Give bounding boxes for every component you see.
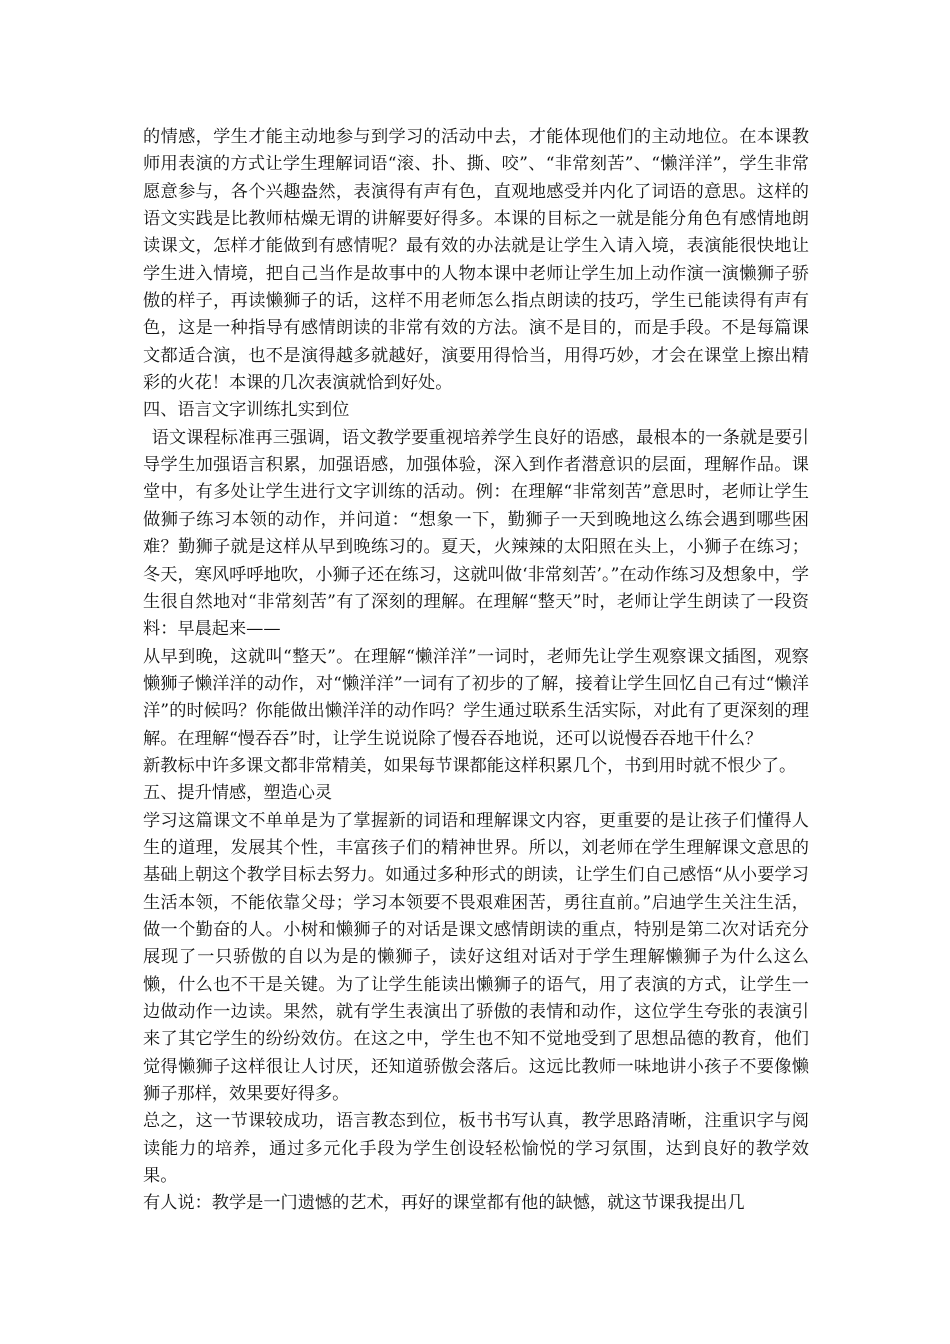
paragraph-emotion-education: 学习这篇课文不单单是为了掌握新的词语和理解课文内容，更重要的是让孩子们懂得人生的道理，发展其个性，丰富孩子们的精神世界。所以，刘老师在学生理解课文意思的基础上朝这个教学目标去努力。如通过多种形式的朗读，让学生们自己感悟“从小要学习生活本领，不能依靠父母；学习本领要不畏艰难困苦，勇往直前。”启迪学生关注生活，做一个勤奋的人。小树和懒狮子的对话是课文感情朗读的重点，特别是第二次对话充分展现了一只骄傲的自以为是的懒狮子，读好这组对话对于学生理解懒狮子为什么这么懒，什么也不干是关键。为了让学生能读出懒狮子的语气，用了表演的方式，让学生一边做动作一边读。果然，就有学生表演出了骄傲的表情和动作，这位学生夸张的表演引来了其它学生的纷纷效仿。在这之中，学生也不知不觉地受到了思想品德的教育，他们觉得懒狮子这样很让人讨厌，还知道骄傲会落后。这远比教师一味地讲小孩子不要像懒狮子那样，效果要好得多。 [143,810,809,1105]
paragraph-reflection: 有人说：教学是一门遗憾的艺术，再好的课堂都有他的缺憾，就这节课我提出几 [143,1193,745,1214]
section-heading-language-training: 四、语言文字训练扎实到位 [143,400,350,421]
paragraph-language-training: 语文课程标准再三强调，语文教学要重视培养学生良好的语感，最根本的一条就是要引导学生加强语言积累，加强语感，加强体验，深入到作者潜意识的层面，理解作品。课堂中，有多处让学生进行文字训练的活动。例：在理解“非常刻苦”意思时，老师让学生做狮子练习本领的动作，并问道：“想象一下，勤狮子一天到晚地这么练会遇到哪些困难？勤狮子就是这样从早到晚练习的。夏天，火辣辣的太阳照在头上，小狮子在练习；冬天，寒风呼呼地吹，小狮子还在练习，这就叫做‘非常刻苦’。”在动作练习及想象中，学生很自然地对“非常刻苦”有了深刻的理解。在理解“整天”时，老师让学生朗读了一段资料：早晨起来—— [143,427,809,640]
section-heading-emotion: 五、提升情感，塑造心灵 [143,783,333,804]
paragraph-summary: 总之，这一节课较成功，语言教态到位，板书书写认真，教学思路清晰，注重识字与阅读能力的培养，通过多元化手段为学生创设轻松愉悦的学习氛围，达到良好的教学效果。 [143,1111,809,1187]
paragraph-accumulation: 新教标中许多课文都非常精美，如果每节课都能这样积累几个，书到用时就不恨少了。 [143,755,797,776]
document-body [143,124,809,1218]
paragraph-word-understanding: 从早到晚，这就叫“整天”。在理解“懒洋洋”一词时，老师先让学生观察课文插图，观察懒狮子懒洋洋的动作，对“懒洋洋”一词有了初步的了解，接着让学生回忆自己有过“懒洋洋”的时候吗？你能做出懒洋洋的动作吗？学生通过联系生活实际，对此有了更深刻的理解。在理解“慢吞吞”时，让学生说说除了慢吞吞地说，还可以说慢吞吞地干什么？ [143,646,809,749]
paragraph-performance-teaching: 的情感，学生才能主动地参与到学习的活动中去，才能体现他们的主动地位。在本课教师用表演的方式让学生理解词语“滚、扑、撕、咬”、“非常刻苦”、“懒洋洋”，学生非常愿意参与，各个兴趣盎然，表演得有声有色，直观地感受并内化了词语的意思。这样的语文实践是比教师枯燥无谓的讲解要好得多。本课的目标之一就是能分角色有感情地朗读课文，怎样才能做到有感情呢？最有效的办法就是让学生入请入境，表演能很快地让学生进入情境，把自己当作是故事中的人物本课中老师让学生加上动作演一演懒狮子骄傲的样子，再读懒狮子的话，这样不用老师怎么指点朗读的技巧，学生已能读得有声有色，这是一种指导有感情朗读的非常有效的方法。演不是目的，而是手段。不是每篇课文都适合演，也不是演得越多就越好，演要用得恰当，用得巧妙，才会在课堂上擦出精彩的火花！本课的几次表演就恰到好处。 [143,127,809,394]
